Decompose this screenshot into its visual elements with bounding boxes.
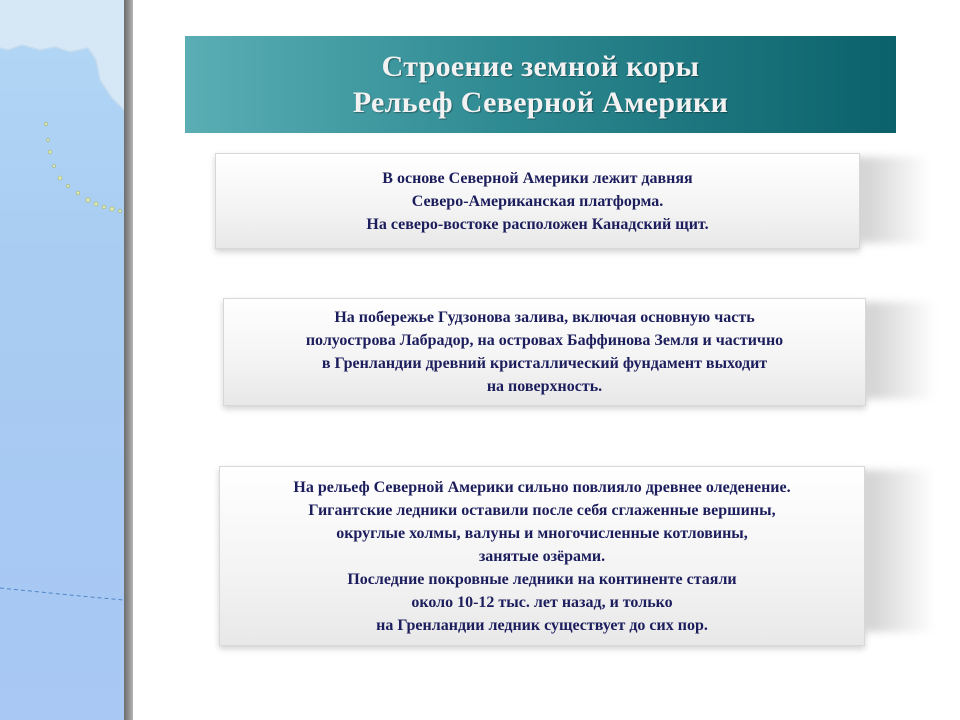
- paper-curl-shadow: [860, 157, 930, 243]
- title-line-2: Рельеф Северной Америки: [352, 85, 729, 119]
- note-line: Последние покровные ледники на континенте стаяли: [347, 570, 737, 588]
- side-map-strip: [0, 0, 124, 720]
- note-line: На побережье Гудзонова залива, включая основную часть: [334, 309, 755, 326]
- note-line: около 10-12 тыс. лет назад, и только: [411, 593, 673, 611]
- note-line: на поверхность.: [486, 378, 603, 395]
- note-text: [215, 153, 860, 249]
- note-text: [223, 298, 866, 406]
- note-line: На северо-востоке расположен Канадский щит.: [366, 215, 709, 233]
- note-line: В основе Северной Америки лежит давняя: [382, 169, 693, 187]
- map-decoration: [0, 0, 124, 720]
- note-line: на Гренландии ледник существует до сих пор.: [376, 616, 708, 634]
- note-line: Северо-Американская платформа.: [411, 192, 664, 210]
- note-line: полуострова Лабрадор, на островах Баффинова Земля и частично: [305, 332, 784, 349]
- strip-edge-shadow: [124, 0, 133, 720]
- paper-curl-shadow: [865, 470, 935, 632]
- note-line: округлые холмы, валуны и многочисленные котловины,: [336, 524, 748, 542]
- map-dashed-line: [0, 588, 124, 600]
- note-line: в Гренландии древний кристаллический фундамент выходит: [321, 355, 768, 372]
- map-landmass: [0, 0, 124, 110]
- info-note-shield: [223, 298, 866, 406]
- title-banner: [185, 36, 896, 133]
- info-note-platform: [215, 153, 860, 249]
- info-note-glaciation: [219, 466, 865, 646]
- note-line: На рельеф Северной Америки сильно повлияло древнее оледенение.: [293, 478, 791, 496]
- map-island-chain: [44, 122, 121, 212]
- note-line: Гигантские ледники оставили после себя сглаженные вершины,: [308, 501, 776, 519]
- paper-curl-shadow: [866, 302, 936, 399]
- note-line: занятые озёрами.: [478, 547, 606, 565]
- title-line-1: Строение земной коры: [381, 49, 700, 83]
- note-text: [219, 466, 865, 646]
